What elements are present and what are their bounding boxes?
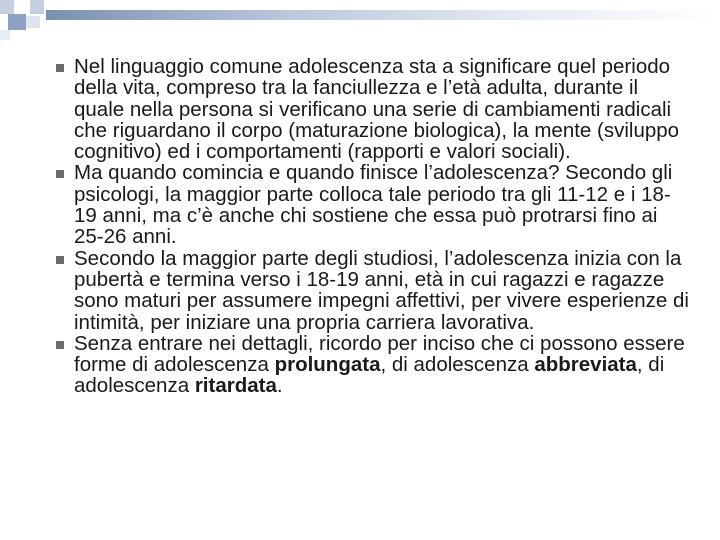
header-decoration xyxy=(0,0,720,40)
text-run: Senza entrare nei dettagli, ricordo per inciso che ci possono essere forme di adolescenza xyxy=(74,331,685,377)
bullet-text: Secondo la maggior parte degli studiosi, l’adolescenza inizia con la pubertà e termina verso i 18-19 anni, età in cui ragazzi e ragazze sono maturi per assumere impegni affettivi, per vivere esperienze di intimità, per iniziare una propria carriera lavorativa. xyxy=(74,246,689,334)
text-run: , di adolescenza xyxy=(380,353,535,377)
square-bullet-icon xyxy=(56,256,64,264)
decor-square xyxy=(0,0,14,14)
text-run: . xyxy=(276,374,283,398)
square-bullet-icon xyxy=(56,341,64,349)
bold-term-ritardata: ritardata xyxy=(194,374,277,398)
bullet-text xyxy=(74,333,692,397)
square-bullet-icon xyxy=(56,170,64,178)
square-bullet-icon xyxy=(56,64,64,72)
bullet-text: Ma quando comincia e quando finisce l’adolescenza? Secondo gli psicologi, la maggior parte colloca tale periodo tra gli 11-12 e i 18-19 anni, ma c’è anche chi sostiene che essa può protrarsi fino ai 25-26 anni. xyxy=(74,161,673,249)
decor-square xyxy=(14,0,30,14)
bullet-list xyxy=(52,56,692,397)
bold-term-prolungata: prolungata xyxy=(274,353,381,377)
bold-term-abbreviata: abbreviata xyxy=(534,353,637,377)
list-item xyxy=(52,333,692,397)
decor-square xyxy=(26,16,40,28)
decor-square xyxy=(30,0,44,14)
text-run: , di adolescenza xyxy=(74,353,665,398)
list-item xyxy=(52,248,692,333)
list-item xyxy=(52,56,692,162)
decor-square xyxy=(0,30,10,40)
slide-body xyxy=(52,56,692,397)
decor-gradient-bar xyxy=(46,10,720,20)
list-item xyxy=(52,162,692,247)
decor-square xyxy=(8,14,26,30)
bullet-text: Nel linguaggio comune adolescenza sta a significare quel periodo della vita, compreso tra la fanciullezza e l’età adulta, durante il quale nella persona si verificano una serie di cambiamenti radicali che riguardano il corpo (maturazione biologica), la mente (sviluppo cognitivo) ed i comportamenti (rapporti e valori sociali). xyxy=(74,55,680,164)
